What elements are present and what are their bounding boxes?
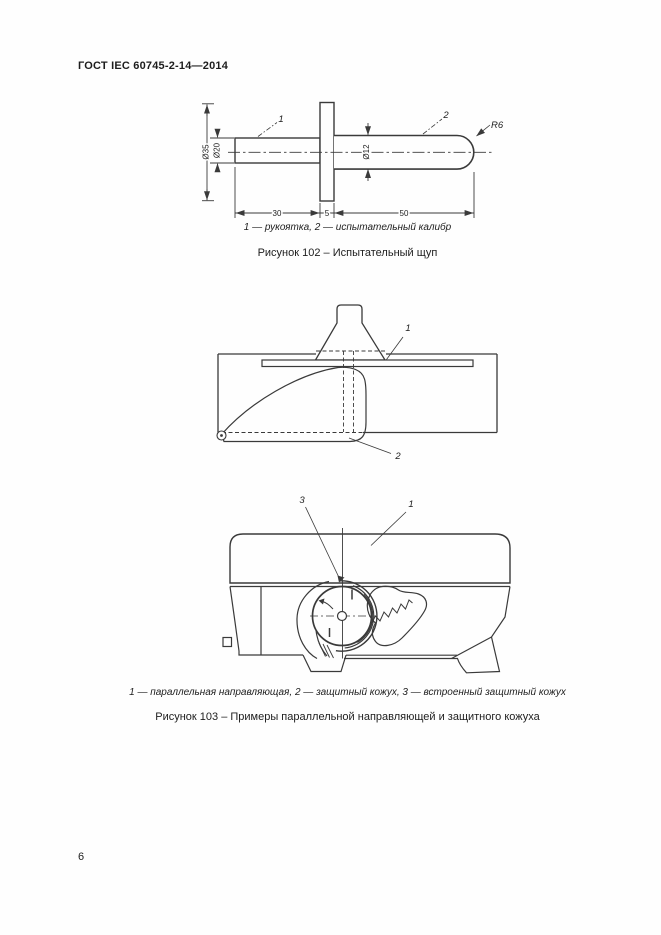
figure-102-title: Рисунок 102 – Испытательный щуп — [257, 247, 438, 259]
figure-103-legend: 1 — параллельная направляющая, 2 — защитный кожух, 3 — встроенный защитный кожух — [129, 687, 566, 698]
knob-outline — [316, 305, 386, 360]
len5-value: 5 — [324, 209, 330, 218]
leader-tip-radius — [477, 125, 491, 136]
leader-part1 — [387, 337, 404, 360]
leader-part1 — [258, 123, 277, 137]
figure-103-bottom-drawing — [180, 490, 530, 690]
figure-103-title: Рисунок 103 – Примеры параллельной направляющей и защитного кожуха — [155, 711, 540, 723]
deflector-outline — [367, 586, 426, 645]
guard-pivot — [217, 431, 226, 440]
dia35-value: Ø35 — [201, 144, 211, 160]
dia12-value: Ø12 — [362, 144, 371, 160]
page-number: 6 — [78, 851, 85, 863]
probe-flange-outline — [320, 103, 334, 202]
guard-outline — [222, 367, 367, 441]
part2-label: 2 — [443, 110, 449, 121]
len30-value: 30 — [272, 209, 282, 218]
figure-102-drawing — [190, 95, 510, 227]
cutter-hub — [338, 612, 347, 621]
part3-label: 3 — [299, 495, 305, 506]
figure-103-top-drawing — [180, 295, 510, 470]
part2-label: 2 — [395, 451, 401, 462]
upper-body-outline — [230, 534, 510, 583]
probe-handle-outline — [235, 138, 320, 163]
parallel-guide-bar — [262, 360, 473, 367]
dimension-lengths — [235, 167, 474, 218]
part1-label: 1 — [405, 323, 411, 334]
tip-radius-label: R6 — [491, 120, 504, 131]
leader-part2 — [423, 119, 442, 134]
figure-102-legend: 1 — рукоятка, 2 — испытательный калибр — [243, 222, 452, 233]
dia20-value: Ø20 — [212, 142, 222, 159]
len50-value: 50 — [399, 209, 409, 218]
leader-part2 — [349, 438, 391, 454]
part1-label: 1 — [278, 114, 284, 125]
standard-header: ГОСТ IEC 60745-2-14—2014 — [78, 60, 229, 72]
part1-label: 1 — [408, 499, 414, 510]
